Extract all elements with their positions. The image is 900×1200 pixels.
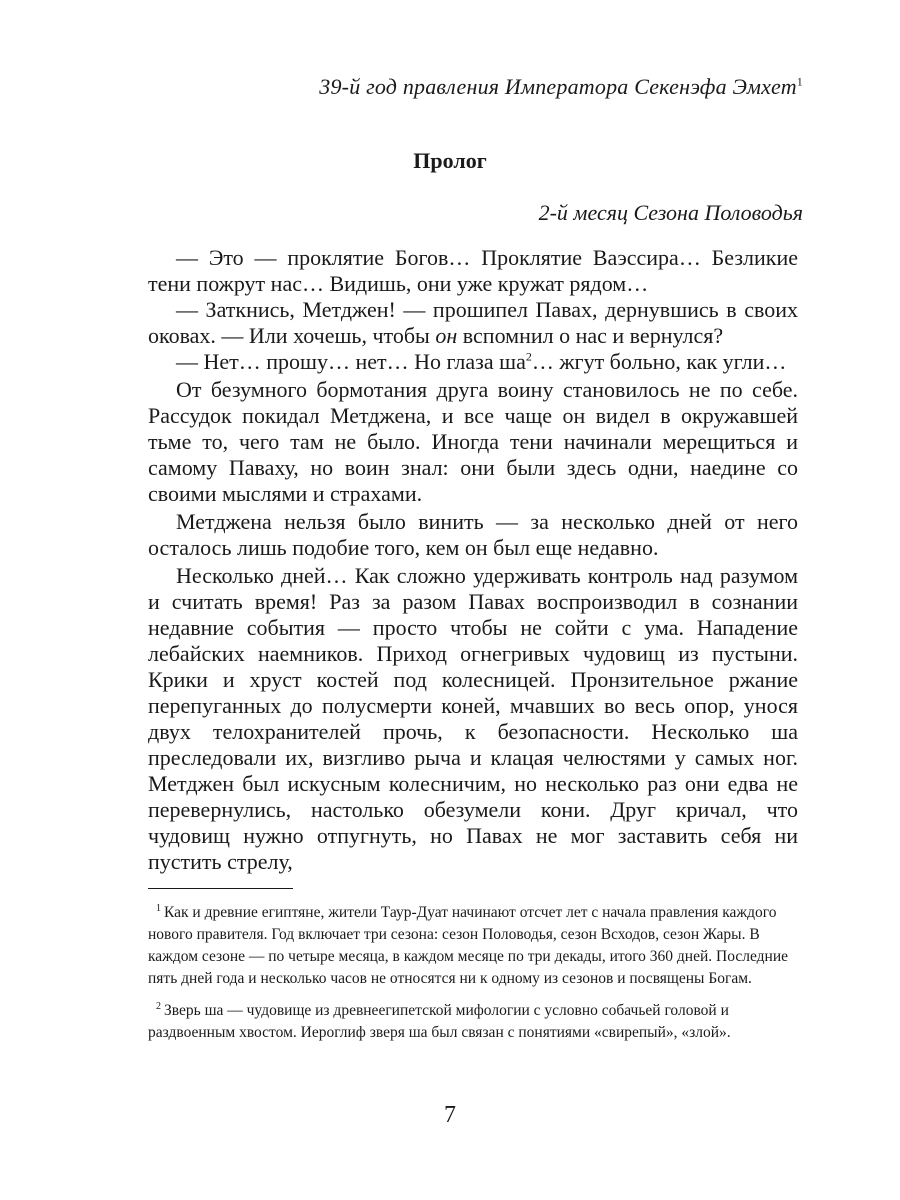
running-epigraph (319, 74, 803, 100)
footnote-divider (148, 888, 293, 889)
paragraph: От безумного бормотания друга воину становилось не по себе. Рассудок покидал Метджена, и все чаще он видел в окружавшей тьме то, чего там не было. Иногда тени начинали мерещиться и самому Паваху, но воин знал: они были здесь одни, наедине со своими мыслями и страхами. (148, 377, 798, 506)
body-text (148, 245, 798, 877)
footnote-2 (148, 1000, 798, 1044)
footnote-text: Как и древние египтяне, жители Таур-Дуат начинают отсчет лет с начала правления каждого нового правителя. Год включает три сезона: сезон Половодья, сезон Всходов, сезон Жары. В каждом сезоне — по четыре месяца, в каждом месяце по три декады, итого 360 дней. Последние пять дней года и несколько часов не относятся ни к одному из сезонов и посвящены Богам. (148, 904, 788, 987)
footnote-ref-1: 1 (796, 74, 803, 89)
chapter-title: Пролог (413, 148, 487, 173)
paragraph: Метджена нельзя было винить — за несколько дней от него осталось лишь подобие того, кем он был еще недавно. (148, 509, 798, 560)
paragraph: — Это — проклятие Богов… Проклятие Ваэссира… Безликие тени пожрут нас… Видишь, они уже кружат рядом… (148, 245, 798, 296)
emphasis: он (435, 323, 458, 348)
epigraph-text: 39-й год правления Императора Секенэфа Эмхет (319, 74, 797, 99)
chapter-subtitle: 2-й месяц Сезона Половодья (538, 200, 803, 225)
footnote-1 (148, 902, 798, 990)
page-number: 7 (444, 1102, 456, 1128)
footnote-text: Зверь ша — чудовище из древнеегипетской мифологии с условно собачьей головой и раздвоенным хвостом. Иероглиф зверя ша был связан с понятиями «свирепый», «злой». (148, 1002, 731, 1041)
footnotes (148, 902, 798, 1054)
footnote-ref-2: 2 (525, 349, 532, 364)
paragraph: Несколько дней… Как сложно удерживать контроль над разумом и считать время! Раз за разом Павах воспроизводил в сознании недавние события — просто чтобы не сойти с ума. Нападение лебайских наемников. Приход огнегривых чудовищ из пустыни. Крики и хруст костей под колесницей. Пронзительное ржание перепуганных до полусмерти коней, мчавших во весь опор, унося двух телохранителей прочь, к безопасности. Несколько ша преследовали их, визгливо рыча и клацая челюстями у самых ног. Метджен был искусным колесничим, но несколько раз они едва не перевернулись, настолько обезумели кони. Друг кричал, что чудовищ нужно отпугнуть, но Павах не мог заставить себя ни пустить стрелу, (148, 563, 798, 874)
footnote-marker: 2 (156, 1000, 161, 1012)
paragraph: — Нет… прошу… нет… Но глаза $ша^2\dots$ жгут больно, как угли… (176, 349, 787, 374)
paragraph: — Заткнись, Метджен! — прошипел Павах, дернувшись в своих оковах. — Или хочешь, чтобы он вспомнил о нас и вернулся? (148, 297, 798, 348)
footnote-marker: 1 (156, 902, 161, 914)
